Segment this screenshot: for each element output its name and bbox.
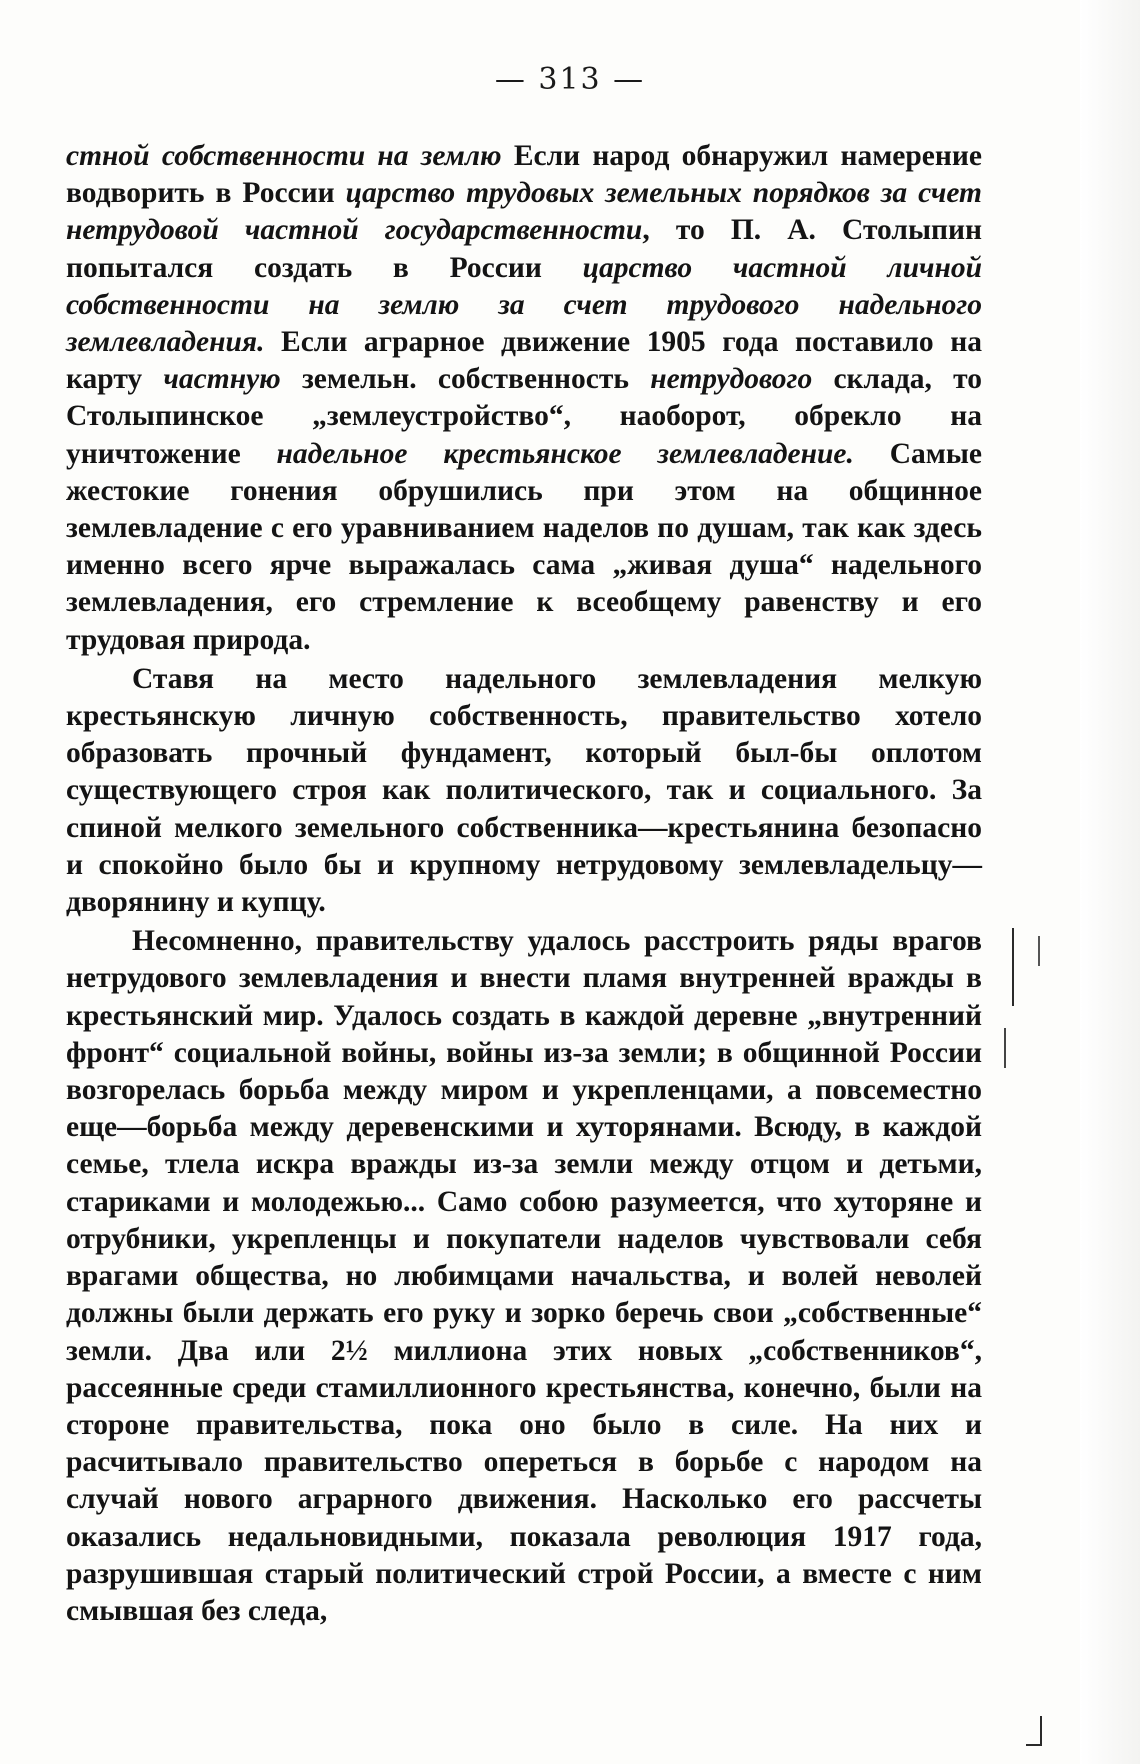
text-segment: нетрудового	[650, 363, 813, 396]
paragraph-2	[66, 661, 982, 921]
paragraph-1	[66, 138, 982, 659]
text-segment: Если народ обнаружил намерение водворить в России	[66, 140, 982, 210]
text-segment: Если аграрное движение 1905 года поставило на карту	[66, 326, 982, 396]
scan-artifact-line	[1038, 936, 1040, 966]
text-segment: царство трудовых земельных порядков за счет нетрудовой частной государственности	[66, 177, 982, 247]
text-segment: частную	[163, 363, 281, 396]
text-segment: Самые жестокие гонения обрушились при этом на общинное землевладение с его уравниванием наделов по душам, так как здесь именно всего ярче выражалась сама „живая душа“ надельного землевладения, его стремление к всеобщему равенству и его трудовая природа.	[66, 437, 982, 656]
text-segment: Несомненно, правительству удалось расстроить ряды врагов нетрудового землевладения и внести пламя внутренней вражды в крестьянский мир. Удалось создать в каждой деревне „внутренний фронт“ социальной войны, войны из-за земли; в общинной России возгорелась борьба между миром и укрепленцами, а повсеместно еще—борьба между деревенскими и хуторянами. Всюду, в каждой семье, тлела искра вражды из-за земли между отцом и детьми, стариками и молодежью... Само собою разумеется, что хуторяне и отрубники, укрепленцы и покупатели наделов чувствовали себя врагами общества, но любимцами начальства, и волей неволей должны были держать его руку и зорко беречь свои „собственные“ земли. Два или 2½ миллиона этих новых „собственников“, рассеянные среди стамиллионного крестьянства, конечно, были на стороне правительства, пока оно было в силе. На них и расчитывало правительство опереться в борьбе с народом на случай нового аграрного движения. Насколько его рассчеты оказались недальновидными, показала революция 1917 года, разрушившая старый политический строй России, а вместе с ним смывшая без следа,	[66, 925, 982, 1627]
page-edge-shadow	[1080, 0, 1140, 1764]
scan-artifact-line	[1012, 928, 1014, 1006]
text-segment: Ставя на место надельного землевладения мелкую крестьянскую личную собственность, правительство хотело образовать прочный фундамент, который был-бы оплотом существующего строя как политического, так и социального. За спиной мелкого земельного собственника—крестьянина безопасно и спокойно было бы и крупному нетрудовому землевладельцу—дворянину и купцу.	[66, 662, 982, 919]
page-number: — 313 —	[494, 62, 646, 97]
text-segment: земельн. собственность	[280, 363, 651, 396]
text-segment: надельное крестьянское землевладение.	[276, 437, 854, 470]
text-segment: склада, то Столыпинское „землеустройство“, наоборот, обрекло на уничтожение	[66, 363, 982, 470]
scan-artifact-corner	[1040, 1716, 1042, 1746]
paragraph-3	[66, 923, 982, 1630]
scan-artifact-line	[1004, 1028, 1006, 1068]
scan-artifact-corner	[1026, 1744, 1042, 1746]
page-body	[66, 138, 982, 1630]
text-segment: стной собственности на землю	[66, 140, 502, 172]
text-segment: , то П. А. Столыпин попытался создать в России	[66, 214, 982, 284]
text-segment: царство частной личной собственности на землю за счет трудового надельного землевладения.	[66, 251, 982, 359]
